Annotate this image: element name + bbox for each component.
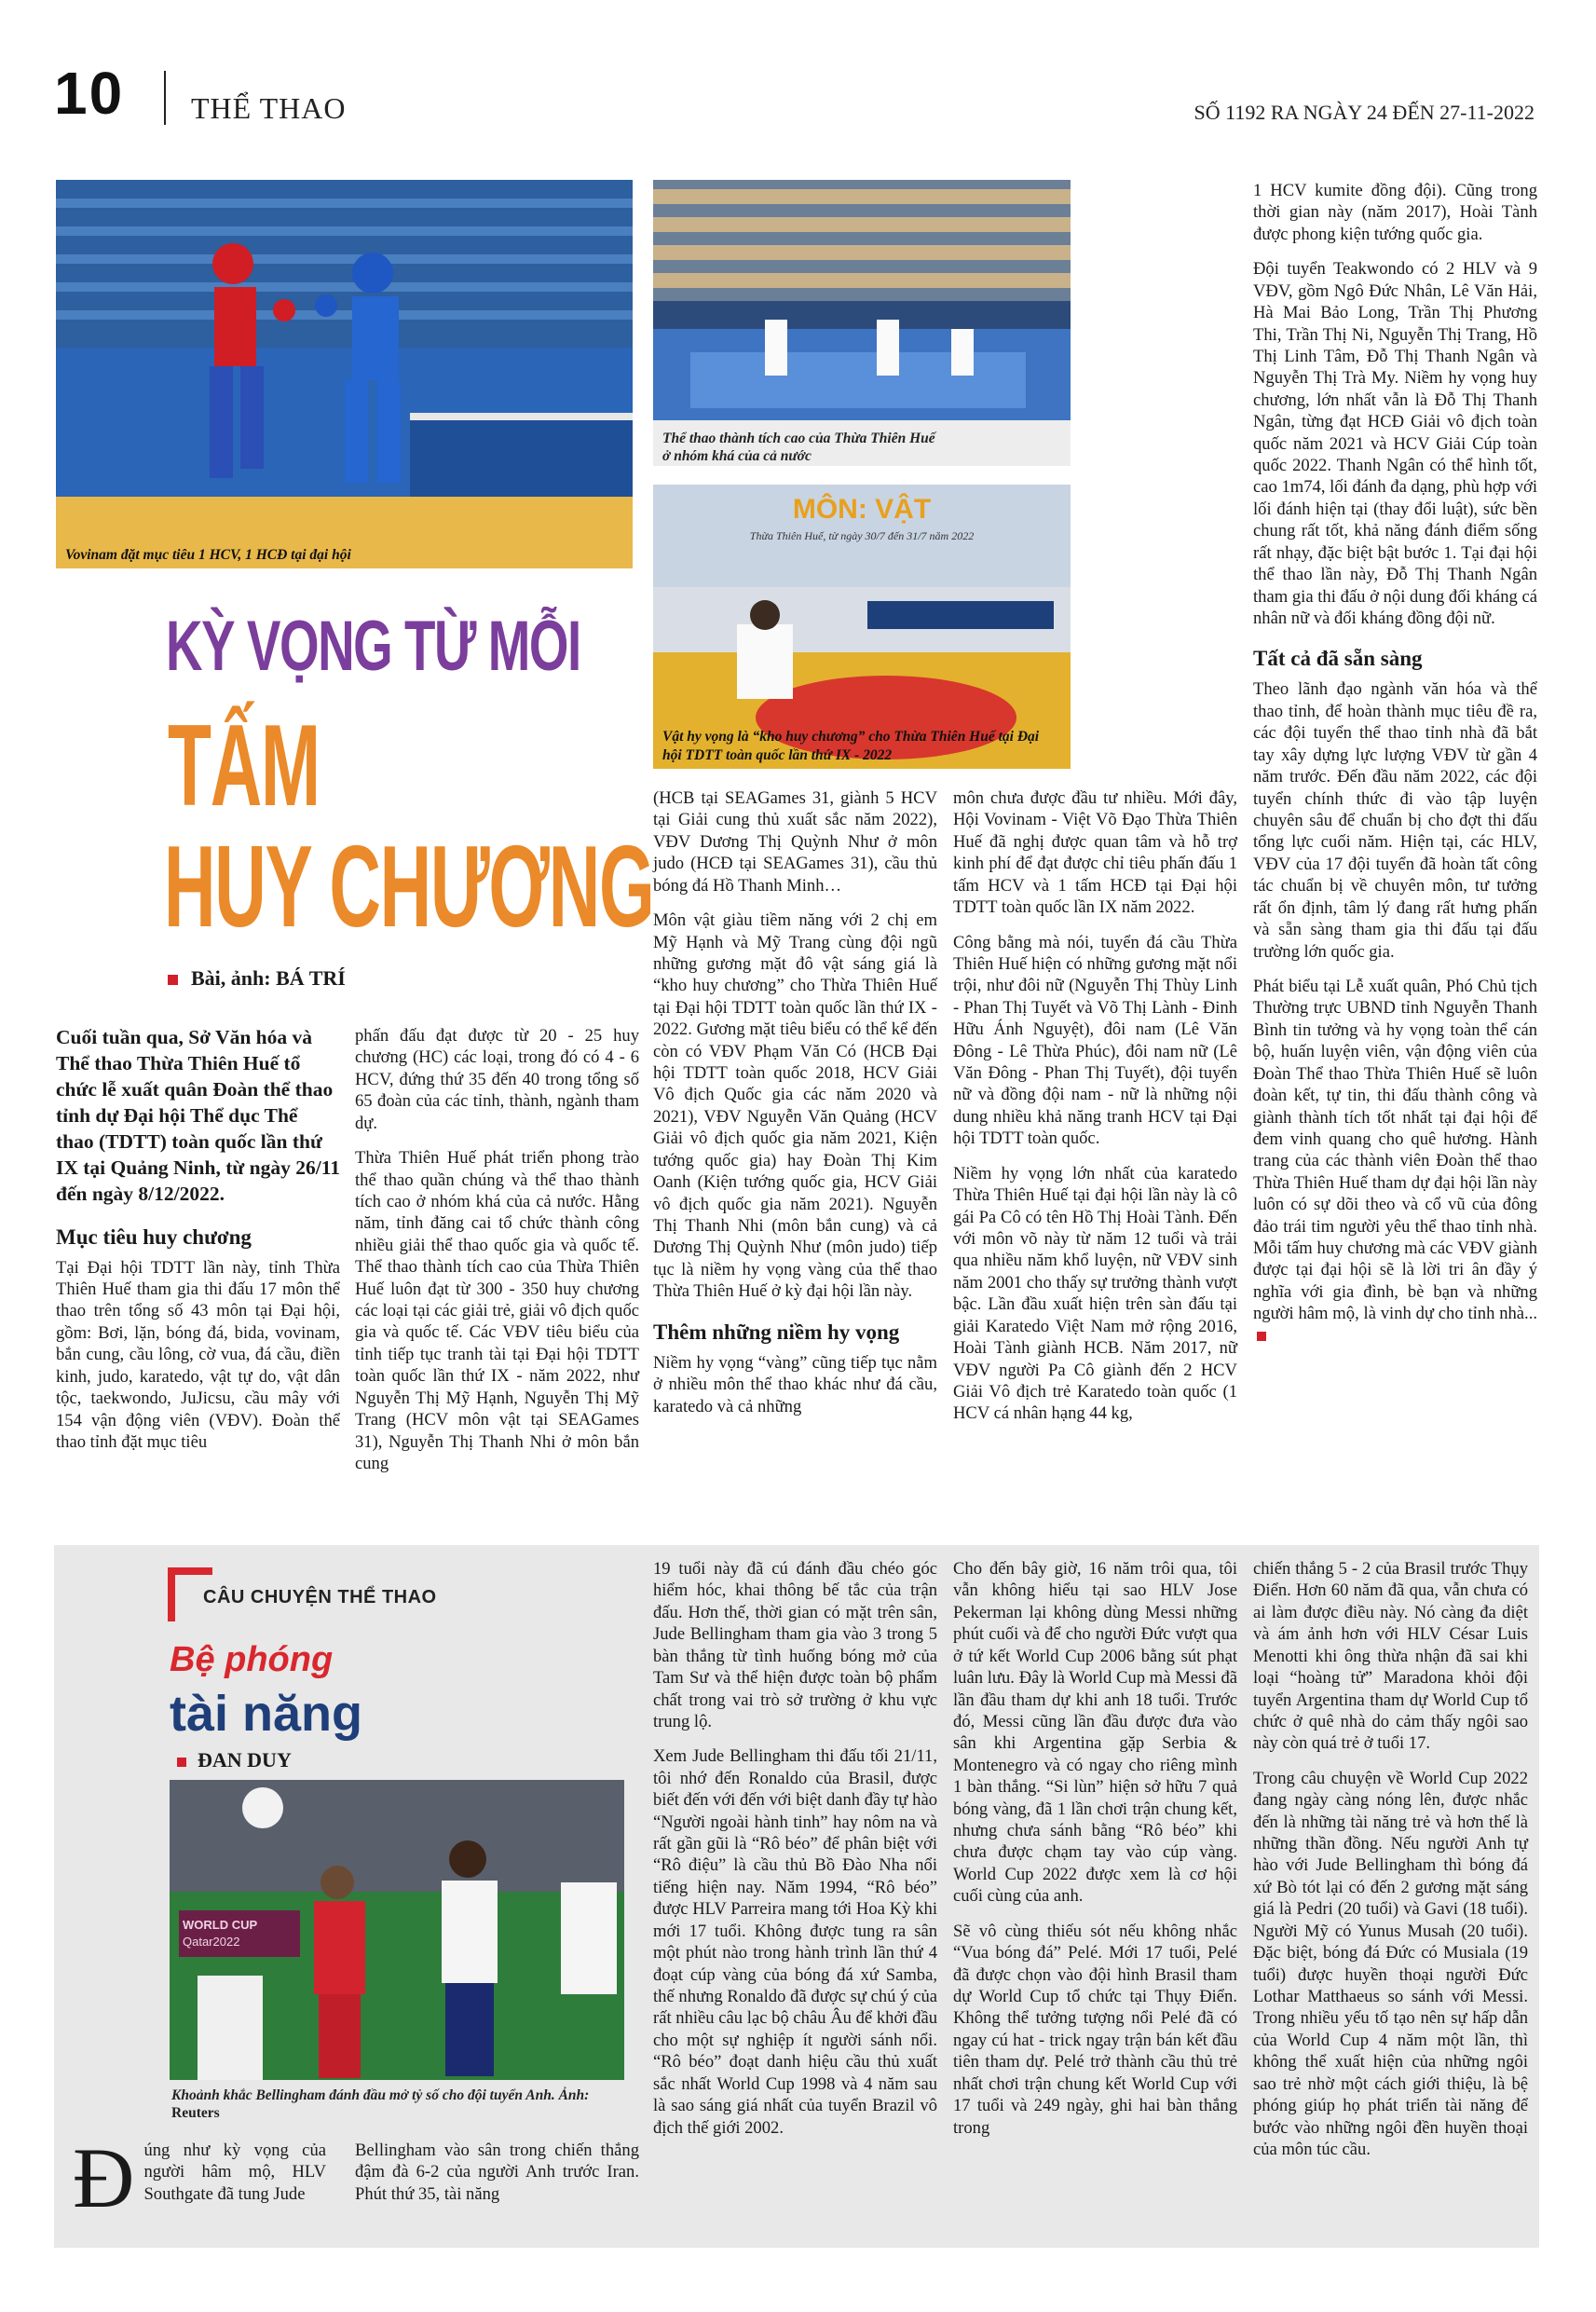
paragraph: Trong câu chuyện về World Cup 2022 đang ngày càng nóng lên, được nhắc đến là những tài năng trẻ và hơn thế là những thần đồng. Nếu người Anh tự hào với Jude Bellingham thì bóng đá xứ Bò tót lại có đến 2 gương mặt sáng giá là Pedri (20 tuổi) và Gavi (18 tuổi). Người Mỹ có Yunus Musah (20 tuổi). Đặc biệt, bóng đá Đức có Musiala (19 tuổi) được huyền thoại người Đức Lothar Matthaeus so sánh với Messi. Trong nhiều yếu tố tạo nên sự hấp dẫn của World Cup 4 năm một lần, thì không thể xuất hiện của những ngôi sao trẻ nhờ một cách giới thiệu, là bệ phóng giúp họ phát triển tài năng để bước vào những ngôi đền huyền thoại của môn túc cầu. bbox=[1253, 1768, 1528, 2159]
article1-byline bbox=[168, 966, 346, 991]
paragraph: Thừa Thiên Huế phát triển phong trào thể thao quần chúng và thể thao thành tích cao ở nhóm khá của cả nước. Hằng năm, tỉnh đăng cai tổ chức thành công nhiều giải thể thao quốc gia và quốc tế. Thể thao thành tích cao của Thừa Thiên Huế luôn đạt từ 300 - 350 huy chương các loại tại các giải trẻ, giải vô địch quốc gia và quốc tế. Các VĐV tiêu biểu của tỉnh tiếp tục tranh tài tại Đại hội TDTT toàn quốc lần thứ IX - năm 2022, như Nguyễn Thị Mỹ Hạnh, Nguyễn Thị Mỹ Trang (HCV môn vật tại SEAGames 31), Nguyễn Thị Thanh Nhi ở môn bắn cung bbox=[355, 1148, 639, 1474]
article1-title-line3: HUY CHƯƠNG bbox=[164, 823, 654, 951]
wrestling-banner-title: MÔN: VẬT bbox=[792, 494, 932, 525]
paragraph: Theo lãnh đạo ngành văn hóa và thể thao tỉnh, để hoàn thành mục tiêu đề ra, các đội tuyển thể thao tỉnh nhà đã bắt tay xây dựng lực lượng VĐV từ gần 4 năm trước. Đến đầu năm 2022, các đội tuyển chính thức đi vào tập luyện chuyên sâu để chuẩn bị cho đợt thi đấu tổng lực cuối năm. Hiện tại, các HLV, VĐV của 17 đội tuyển đã hoàn tất công tác chuẩn bị về chuyên môn, tư tưởng rất ổn định, tâm lý đang rất hưng phấn và sẵn sàng tham gia thi đấu tại đấu trường lớn quốc gia. bbox=[1253, 679, 1537, 962]
paragraph: phấn đấu đạt được từ 20 - 25 huy chương (HC) các loại, trong đó có 4 - 6 HCV, đứng thứ 35 đến 40 trong tổng số 65 đoàn của các tỉnh, thành, ngành tham dự. bbox=[355, 1026, 639, 1133]
byline-marker bbox=[177, 1758, 186, 1767]
paragraph: Xem Jude Bellingham thi đấu tối 21/11, tôi nhớ đến Ronaldo của Brasil, được biết đến với đến với biệt danh đầy tự hào “Người ngoài hành tinh” hay nôm na và rất gần gũi là “Rô béo” để phân biệt với “Rô điệu” là cầu thủ Bồ Đào Nha nổi tiếng hiện nay. Năm 1994, “Rô béo” được HLV Parreira mang tới Hoa Kỳ khi mới 17 tuổi. Không được tung ra sân một phút nào trong hành trình lần thứ 4 đoạt cúp vàng của bóng đá xứ Samba, thế nhưng Ronaldo đã được sự chú ý của rất nhiều câu lạc bộ châu Âu để khởi đầu cho một sự nghiệp ít người sánh nổi. “Rô béo” đoạt danh hiệu cầu thủ xuất sắc nhất World Cup 1998 và 4 năm sau là sao sáng giá nhất của tuyển Brazil vô địch thế giới 2002. bbox=[653, 1746, 937, 2138]
paragraph: Sẽ vô cùng thiếu sót nếu không nhắc “Vua bóng đá” Pelé. Mới 17 tuổi, Pelé đã được chọn vào đội hình Brasil tham dự World Cup tổ chức tại Thụy Điển. Không thể tưởng tượng nổi Pelé đã có ngay cú hat - trick ngay trận bán kết đầu tiên tham dự. Pelé trở thành cầu thủ trẻ nhất chơi trận chung kết World Cup với 17 tuổi và 249 ngày, ghi hai bàn thắng trong bbox=[953, 1921, 1237, 2138]
paragraph: Niềm hy vọng lớn nhất của karatedo Thừa Thiên Huế tại đại hội lần này là cô gái Pa Cô có tên Hồ Thị Hoài Tành. Đến với môn võ này từ năm 12 tuổi và trải qua nhiều năm khổ luyện, nữ VĐV sinh năm 2001 cho thấy sự trưởng thành vượt bậc. Lần đầu xuất hiện trên sàn đấu tại giải Karatedo Việt Nam mở rộng 2016, Hoài Tành giành HCB. Năm 2017, nữ VĐV người Pa Cô giành đến 2 HCV Giải Vô địch trẻ Karatedo toàn quốc (1 HCV cá nhân hạng 44 kg, bbox=[953, 1163, 1237, 1424]
paragraph: Niềm hy vọng “vàng” cũng tiếp tục nằm ở nhiều môn thể thao khác như đá cầu, karatedo và cả những bbox=[653, 1352, 937, 1416]
article2-title-line1: Bệ phóng bbox=[170, 1640, 334, 1679]
article2-column-5 bbox=[1253, 1558, 1528, 2173]
bellingham-photo bbox=[170, 1780, 624, 2080]
paragraph: chiến thắng 5 - 2 của Brasil trước Thụy Điển. Hơn 60 năm đã qua, vẫn chưa có ai làm được điều này. Nó càng đa diệt và ám ảnh hơn với HLV César Luis Menotti khi ông thừa nhận đã sai khi loại “hoàng tử” Maradona khỏi đội tuyển Argentina tham dự World Cup tổ chức ở quê nhà do cảm thấy ngôi sao này còn quá trẻ ở tuổi 17. bbox=[1253, 1559, 1528, 1754]
article2-byline bbox=[177, 1748, 292, 1772]
header-divider bbox=[164, 71, 166, 125]
subhead-them-nhung: Thêm những niềm hy vọng bbox=[653, 1320, 900, 1344]
wrestling-caption: Vật hy vọng là “kho huy chương” cho Thừa Thiên Huế tại Đại hội TDTT toàn quốc lần thứ IX - 2022 bbox=[662, 729, 1040, 763]
section-title: THỂ THAO bbox=[191, 91, 347, 125]
article2-title-line2: tài năng bbox=[170, 1686, 363, 1742]
caption-credit: Reuters bbox=[171, 2105, 220, 2122]
article2-column-3 bbox=[653, 1558, 937, 2152]
subhead-tat-ca: Tất cả đã sẵn sàng bbox=[1253, 647, 1423, 671]
karate-caption: Thể thao thành tích cao của Thừa Thiên Huế ở nhóm khá của cả nước bbox=[662, 431, 935, 465]
article2-column-4 bbox=[953, 1558, 1237, 2152]
article1-column-1 bbox=[56, 1025, 340, 1466]
article1-title-line2: TẤM bbox=[168, 702, 320, 830]
karate-photo bbox=[653, 180, 1071, 466]
paragraph: Đội tuyển Teakwondo có 2 HLV và 9 VĐV, gồm Ngô Đức Nhân, Lê Văn Hải, Hà Mai Bảo Long, Trần Thị Phương Thi, Trần Thị Ni, Nguyễn Thị Trang, Hồ Thị Linh Tâm, Đỗ Thị Thanh Ngân và Nguyễn Thị Trà My. Niềm hy vọng huy chương, lớn nhất vẫn là Đỗ Thị Thanh Ngân, từng đạt HCĐ Giải vô địch toàn quốc năm 2021 và HCV Giải Cúp toàn quốc 2022. Thanh Ngân có thể hình tốt, cao 1m74, lối đánh đa dạng, phù hợp với lối đánh hiện tại (thay đổi luật), sức bền chung rất tốt, khả năng đánh điểm sống rất nhạy, đặc biệt bật bước 1. Tại đại hội thể thao lần này, Đỗ Thị Thanh Ngân tham gia thi đấu ở nội dung đối kháng cá nhân nữ và đối kháng đồng đội nữ. bbox=[1253, 259, 1537, 629]
paragraph: Bellingham vào sân trong chiến thắng đậm đà 6-2 của người Anh trước Iran. Phút thứ 35, tài năng bbox=[355, 2141, 639, 2204]
issue-date: SỐ 1192 RA NGÀY 24 ĐẾN 27-11-2022 bbox=[1194, 101, 1535, 124]
byline-marker bbox=[168, 975, 178, 985]
byline-text: ĐAN DUY bbox=[198, 1748, 292, 1772]
article1-column-3 bbox=[653, 787, 937, 1430]
article1-column-5 bbox=[1253, 180, 1537, 1360]
paragraph bbox=[1253, 976, 1537, 1347]
article1-title-line1: KỲ VỌNG TỪ MỖI bbox=[166, 607, 580, 686]
end-mark bbox=[1257, 1332, 1266, 1341]
paragraph: Tại Đại hội TDTT lần này, tỉnh Thừa Thiên Huế tham gia thi đấu 17 môn thể thao trên tổng số 43 môn tại Đại hội, gồm: Bơi, lặn, bóng đá, bida, vovinam, bắn cung, cầu lông, cờ vua, đá cầu, điền kinh, judo, karatedo, vật tự do, vật dân tộc, taekwondo, JuJicsu, cầu mây với 154 vận động viên (VĐV). Đoàn thể thao tỉnh đặt mục tiêu bbox=[56, 1257, 340, 1452]
shirt-ad-year: Qatar2022 bbox=[183, 1935, 240, 1949]
article1-column-2 bbox=[355, 1025, 639, 1487]
paragraph: (HCB tại SEAGames 31, giành 5 HCV tại Giải cung thủ xuất sắc năm 2022), VĐV Dương Thị Quỳnh Như ở môn judo (HCĐ tại SEAGames 31), cầu thủ bóng đá Hồ Thanh Minh… bbox=[653, 788, 937, 896]
column-label: CÂU CHUYỆN THỂ THAO bbox=[203, 1587, 437, 1607]
paragraph: Môn vật giàu tiềm năng với 2 chị em Mỹ Hạnh và Mỹ Trang cùng đội ngũ những gương mặt đô vật sáng giá là “kho huy chương” cho Thừa Thiên Huế tại Đại hội TDTT toàn quốc lần thứ IX - 2022. Gương mặt tiêu biểu có thể kể đến còn có VĐV Phạm Văn Có (HCB Đại hội TDTT toàn quốc 2018, HCV Giải Vô địch Quốc gia các năm 2020 và 2021), VĐV Nguyễn Văn Quảng (HCV Giải vô địch quốc gia năm 2021, Kiện tướng quốc gia) hay Đoàn Thị Kim Oanh (Kiện tướng quốc gia, HCV Giải vô địch quốc gia năm 2021). Nguyễn Thị Thanh Nhi (môn bắn cung) và cả Dương Thị Quỳnh Như (môn judo) tiếp tục là niềm hy vọng vàng của thể thao Thừa Thiên Huế ở kỳ đại hội lần này. bbox=[653, 910, 937, 1302]
byline-text: Bài, ảnh: BÁ TRÍ bbox=[191, 966, 346, 990]
karate-photo-art bbox=[653, 180, 1071, 420]
paragraph: môn chưa được đầu tư nhiều. Mới đây, Hội Vovinam - Việt Võ Đạo Thừa Thiên Huế đã nghị được quan tâm và hỗ trợ kinh phí để đạt được chỉ tiêu phấn đấu 1 tấm HCV và 1 tấm HCĐ tại Đại hội TDTT toàn quốc lần IX năm 2022. bbox=[953, 788, 1237, 918]
article2-column-1 bbox=[73, 2130, 326, 2225]
page-number: 10 bbox=[54, 60, 125, 127]
paragraph: Cho đến bây giờ, 16 năm trôi qua, tôi vẫn không hiểu tại sao HLV Jose Pekerman lại không dùng Messi những phút cuối và để cho người Đức vượt qua ở tứ kết World Cup 2006 bằng sút phạt luân lưu. Đây là World Cup mà Messi đã lần đầu tham dự khi anh 18 tuổi. Trước đó, Messi cũng lần đầu được đưa vào sân khi Argentina gặp Serbia & Montenegro và có ngay cho riêng mình 1 bàn thắng. “Si lùn” hiện sở hữu 7 quả bóng vàng, đã 1 lần chơi trận chung kết, nhưng chưa sánh bằng “Rô béo” khi chưa được chạm tay vào cúp vàng. World Cup 2022 được xem là cơ hội cuối cùng của anh. bbox=[953, 1559, 1237, 1907]
vovinam-caption: Vovinam đặt mục tiêu 1 HCV, 1 HCĐ tại đại hội bbox=[65, 546, 351, 563]
closing-paragraph-text: Phát biểu tại Lễ xuất quân, Phó Chủ tịch Thường trực UBND tỉnh Nguyễn Thanh Bình tin tưởng và hy vọng toàn thể cán bộ, huấn luyện viên, vận động viên của Đoàn Thể thao Thừa Thiên Huế sẽ luôn đoàn kết, tự tin, thi đấu thành công và giành thành tích tốt nhất tại đại hội để đem vinh quang cho quê hương. Hành trang của các thành viên Đoàn thể thao Thừa Thiên Huế tham dự đại hội lần này luôn có sự dõi theo và cổ vũ của đông đảo trái tim người yêu thể thao tỉnh nhà. Mỗi tấm huy chương mà các VĐV giành được tại đại hội sẽ là lời tri ân đầy ý nghĩa với gia đình, bè bạn và những người hâm mộ, là vinh dự cho tỉnh nhà... bbox=[1253, 976, 1537, 1324]
caption-text: Khoảnh khắc Bellingham đánh đầu mở tỷ số cho đội tuyển Anh. Ảnh: bbox=[171, 2087, 590, 2103]
article1-lede: Cuối tuần qua, Sở Văn hóa và Thể thao Thừa Thiên Huế tổ chức lễ xuất quân Đoàn thể thao tỉnh dự Đại hội Thể dục Thể thao (TDTT) toàn quốc lần thứ IX tại Quảng Ninh, từ ngày 26/11 đến ngày 8/12/2022. bbox=[56, 1026, 341, 1205]
wrestling-photo bbox=[653, 485, 1071, 769]
wrestling-banner-sub: Thừa Thiên Huế, từ ngày 30/7 đến 31/7 năm 2022 bbox=[749, 529, 975, 542]
vovinam-photo bbox=[56, 180, 633, 568]
shirt-ad-text: WORLD CUP bbox=[183, 1918, 258, 1932]
vovinam-photo-art bbox=[56, 180, 633, 568]
dropcap: Đ bbox=[73, 2130, 135, 2225]
subhead-muc-tieu: Mục tiêu huy chương bbox=[56, 1224, 252, 1249]
paragraph: 19 tuổi này đã cú đánh đầu chéo góc hiểm hóc, khai thông bế tắc của trận đấu. Hơn thế, thời gian có mặt trên sân, Jude Bellingham tham gia vào 3 trong 5 bàn thắng từ tình huống bóng mở của Tam Sư và thể hiện được toàn bộ phẩm chất trong vai trò sở trường ở khu vực trung lộ. bbox=[653, 1559, 937, 1731]
bellingham-caption bbox=[162, 2082, 609, 2127]
paragraph: 1 HCV kumite đồng đội). Cũng trong thời gian này (năm 2017), Hoài Tành được phong kiện tướng quốc gia. bbox=[1253, 181, 1537, 244]
article1-column-4 bbox=[953, 787, 1237, 1438]
paragraph: úng như kỳ vọng của người hâm mộ, HLV Southgate đã tung Jude bbox=[143, 2141, 326, 2204]
paragraph: Công bằng mà nói, tuyển đá cầu Thừa Thiên Huế hiện có những gương mặt nổi trội, như đôi nữ (Nguyễn Thị Thùy Linh - Phan Thị Tuyết và Võ Thị Lành - Đinh Hữu Ánh Nguyệt), đôi nam (Lê Văn Đông - Lê Thừa Phúc), đôi nam nữ (Lê Văn Đông - Phan Thị Tuyết), đội tuyển nữ và đồng đội nam - nữ là những nội dung nhiều khả năng tranh HCV tại Đại hội TDTT toàn quốc. bbox=[953, 932, 1237, 1149]
article2-column-2 bbox=[355, 2140, 639, 2218]
